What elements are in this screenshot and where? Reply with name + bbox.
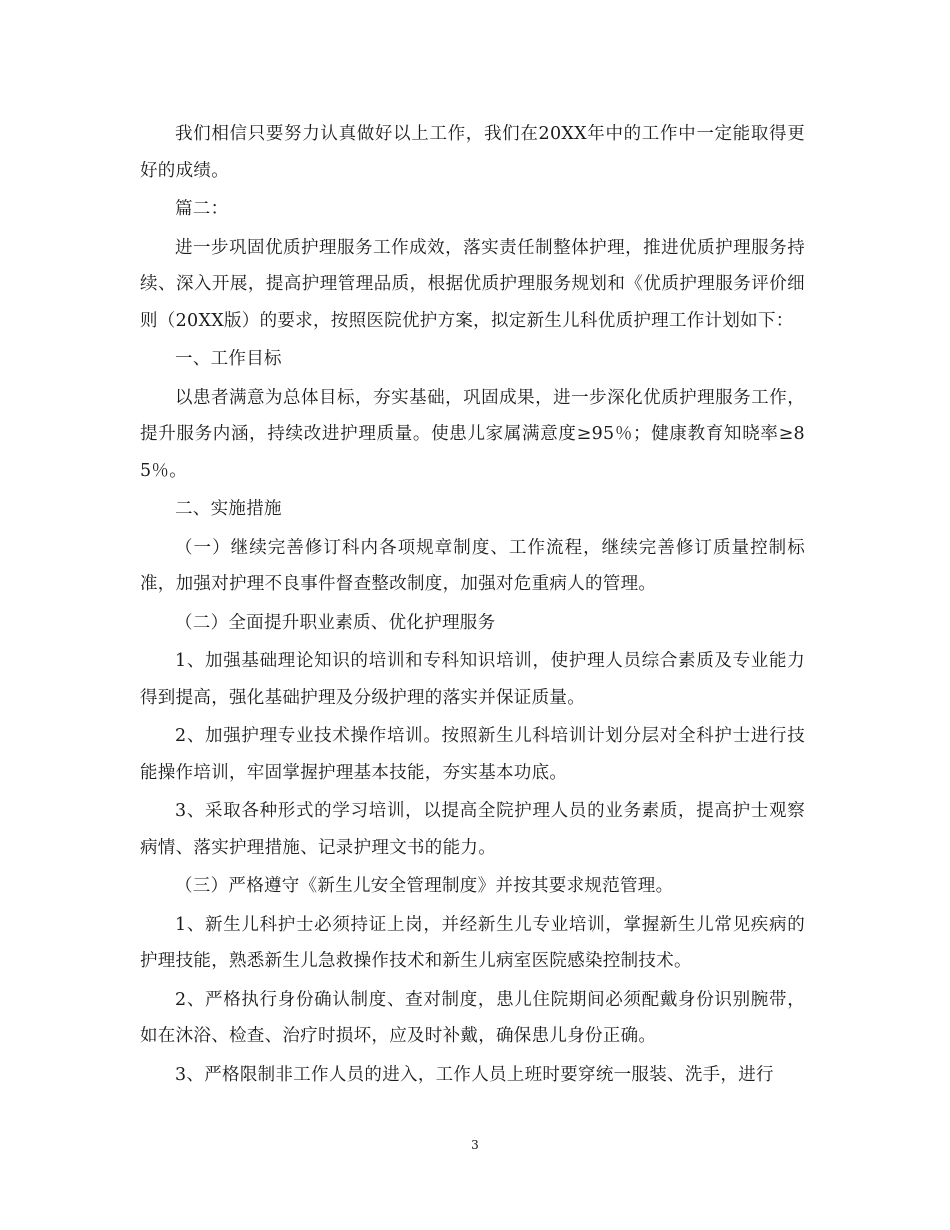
- paragraph-work-goals: 以患者满意为总体目标，夯实基础，巩固成果，进一步深化优质护理服务工作，提升服务内涵，持续改进护理质量。使患儿家属满意度≥95％；健康教育知晓率≥85％。: [140, 387, 805, 481]
- paragraph-measure-one: （一）继续完善修订科内各项规章制度、工作流程，继续完善修订质量控制标准，加强对护理不良事件督查整改制度，加强对危重病人的管理。: [140, 537, 805, 594]
- list-item: 2、加强护理专业技术操作培训。按照新生儿科培训计划分层对全科护士进行技能操作培训，牢固掌握护理基本技能，夯实基本功底。: [140, 726, 805, 783]
- list-item: 1、加强基础理论知识的培训和专科知识培训，使护理人员综合素质及专业能力得到提高，强化基础护理及分级护理的落实并保证质量。: [140, 651, 805, 708]
- section-heading-part-two: 篇二：: [175, 199, 229, 219]
- page-number: 3: [471, 1138, 479, 1152]
- paragraph-closing-remark: 我们相信只要努力认真做好以上工作，我们在20XX年中的工作中一定能取得更好的成绩。: [140, 124, 805, 181]
- list-item: 3、采取各种形式的学习培训，以提高全院护理人员的业务素质，提高护士观察病情、落实护理措施、记录护理文书的能力。: [140, 801, 805, 858]
- list-item: 1、新生儿科护士必须持证上岗，并经新生儿专业培训，掌握新生儿常见疾病的护理技能，熟悉新生儿急救操作技术和新生儿病室医院感染控制技术。: [140, 914, 805, 971]
- list-item: 3、严格限制非工作人员的进入，工作人员上班时要穿统一服装、洗手，进行: [175, 1064, 774, 1085]
- heading-implementation-measures: 二、实施措施: [175, 499, 282, 519]
- list-item: 2、严格执行身份确认制度、查对制度，患儿住院期间必须配戴身份识别腕带，如在沐浴、检查、治疗时损坏，应及时补戴，确保患儿身份正确。: [140, 989, 805, 1046]
- heading-work-goals: 一、工作目标: [175, 349, 282, 369]
- document-body: [140, 116, 805, 1095]
- subheading-measure-three: （三）严格遵守《新生儿安全管理制度》并按其要求规范管理。: [175, 876, 674, 896]
- subheading-measure-two: （二）全面提升职业素质、优化护理服务: [175, 612, 496, 633]
- paragraph-introduction: 进一步巩固优质护理服务工作成效，落实责任制整体护理，推进优质护理服务持续、深入开展，提高护理管理品质，根据优质护理服务规划和《优质护理服务评价细则（20XX版）的要求，按照医院优护方案，拟定新生儿科优质护理工作计划如下：: [140, 237, 805, 331]
